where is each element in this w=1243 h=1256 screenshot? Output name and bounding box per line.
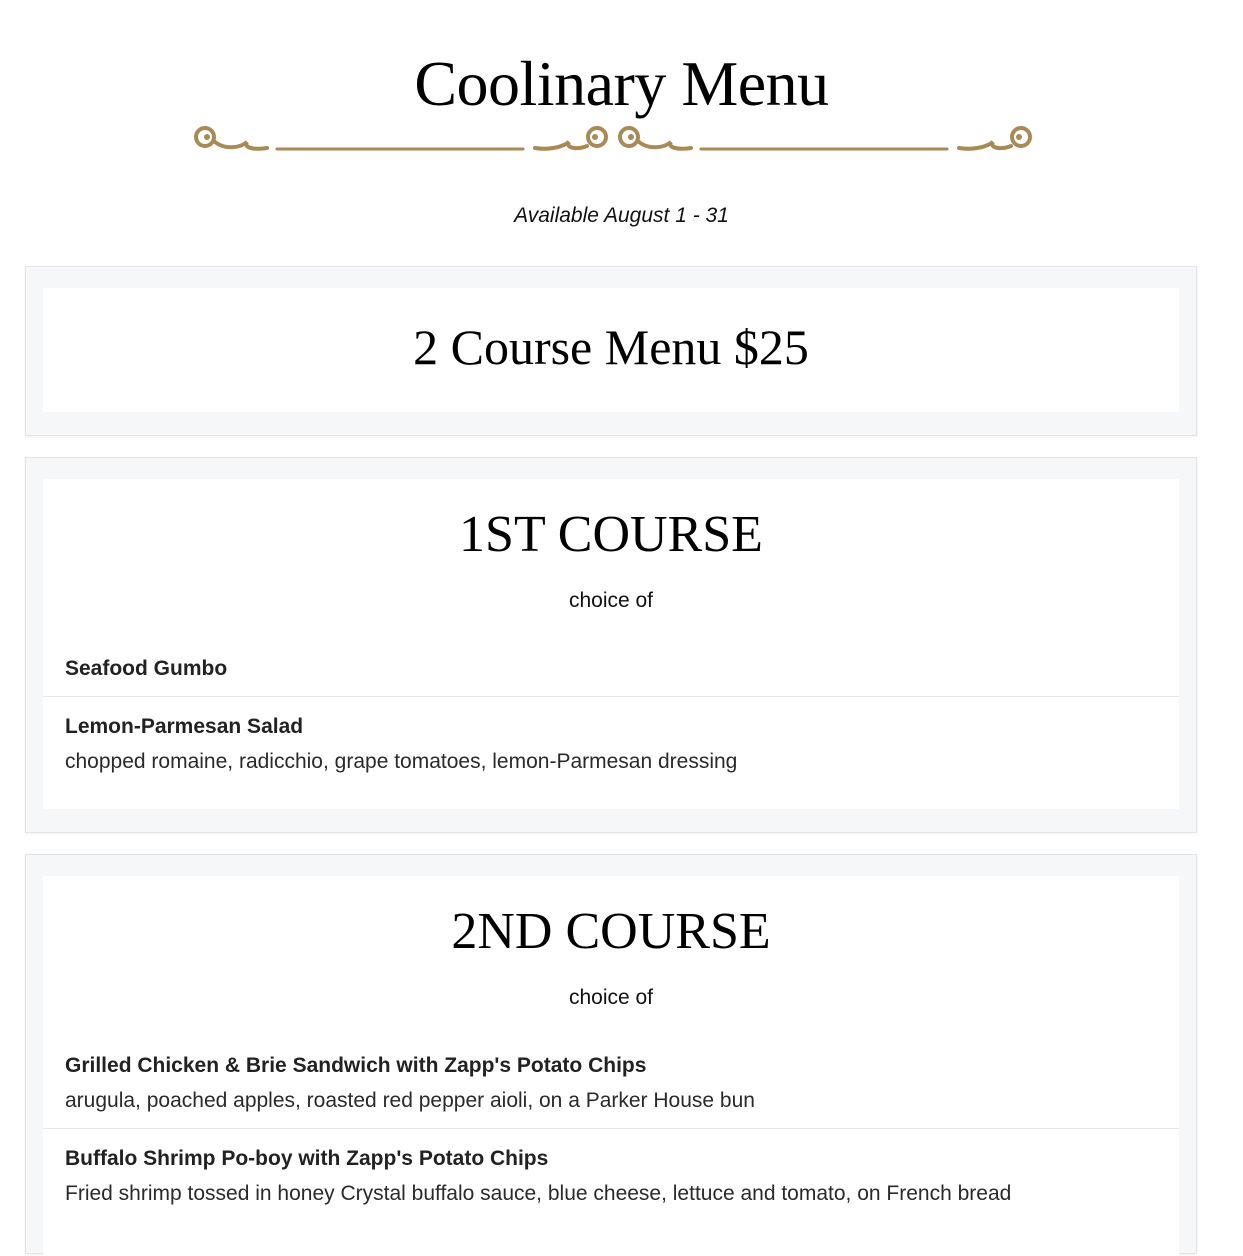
- flourish-divider-icon: [185, 118, 1045, 162]
- first-course-card: [43, 479, 1179, 809]
- menu-item-description: Fried shrimp tossed in honey Crystal buffalo sauce, blue cheese, lettuce and tomato, on French bread: [65, 1182, 1012, 1205]
- course-subheading: choice of: [568, 589, 654, 612]
- menu-item-name: Buffalo Shrimp Po-boy with Zapp's Potato Chips: [65, 1147, 549, 1170]
- second-course-panel: [25, 854, 1197, 1254]
- availability-dates: Available August 1 - 31: [514, 204, 729, 227]
- price-heading: 2 Course Menu $25: [413, 319, 809, 375]
- menu-item-description: arugula, poached apples, roasted red pepper aioli, on a Parker House bun: [65, 1089, 755, 1112]
- price-panel-card: [43, 288, 1179, 412]
- menu-item: [43, 1052, 1179, 1115]
- menu-item-description: chopped romaine, radicchio, grape tomatoes, lemon-Parmesan dressing: [65, 750, 738, 773]
- menu-item-name: Lemon-Parmesan Salad: [65, 715, 304, 738]
- course-subheading: choice of: [568, 986, 654, 1009]
- menu-item: [43, 1145, 1179, 1208]
- second-course-card: [43, 876, 1179, 1256]
- menu-item: [43, 655, 1179, 683]
- menu-item-name: Seafood Gumbo: [65, 657, 228, 680]
- item-divider: [43, 1128, 1179, 1129]
- price-panel: [25, 266, 1197, 436]
- course-heading: 2ND COURSE: [451, 903, 771, 960]
- page-title: Coolinary Menu: [414, 48, 829, 119]
- item-divider: [43, 696, 1179, 697]
- first-course-panel: [25, 457, 1197, 833]
- menu-item: [43, 713, 1179, 776]
- course-heading: 1ST COURSE: [459, 506, 763, 563]
- menu-item-name: Grilled Chicken & Brie Sandwich with Zapp's Potato Chips: [65, 1054, 647, 1077]
